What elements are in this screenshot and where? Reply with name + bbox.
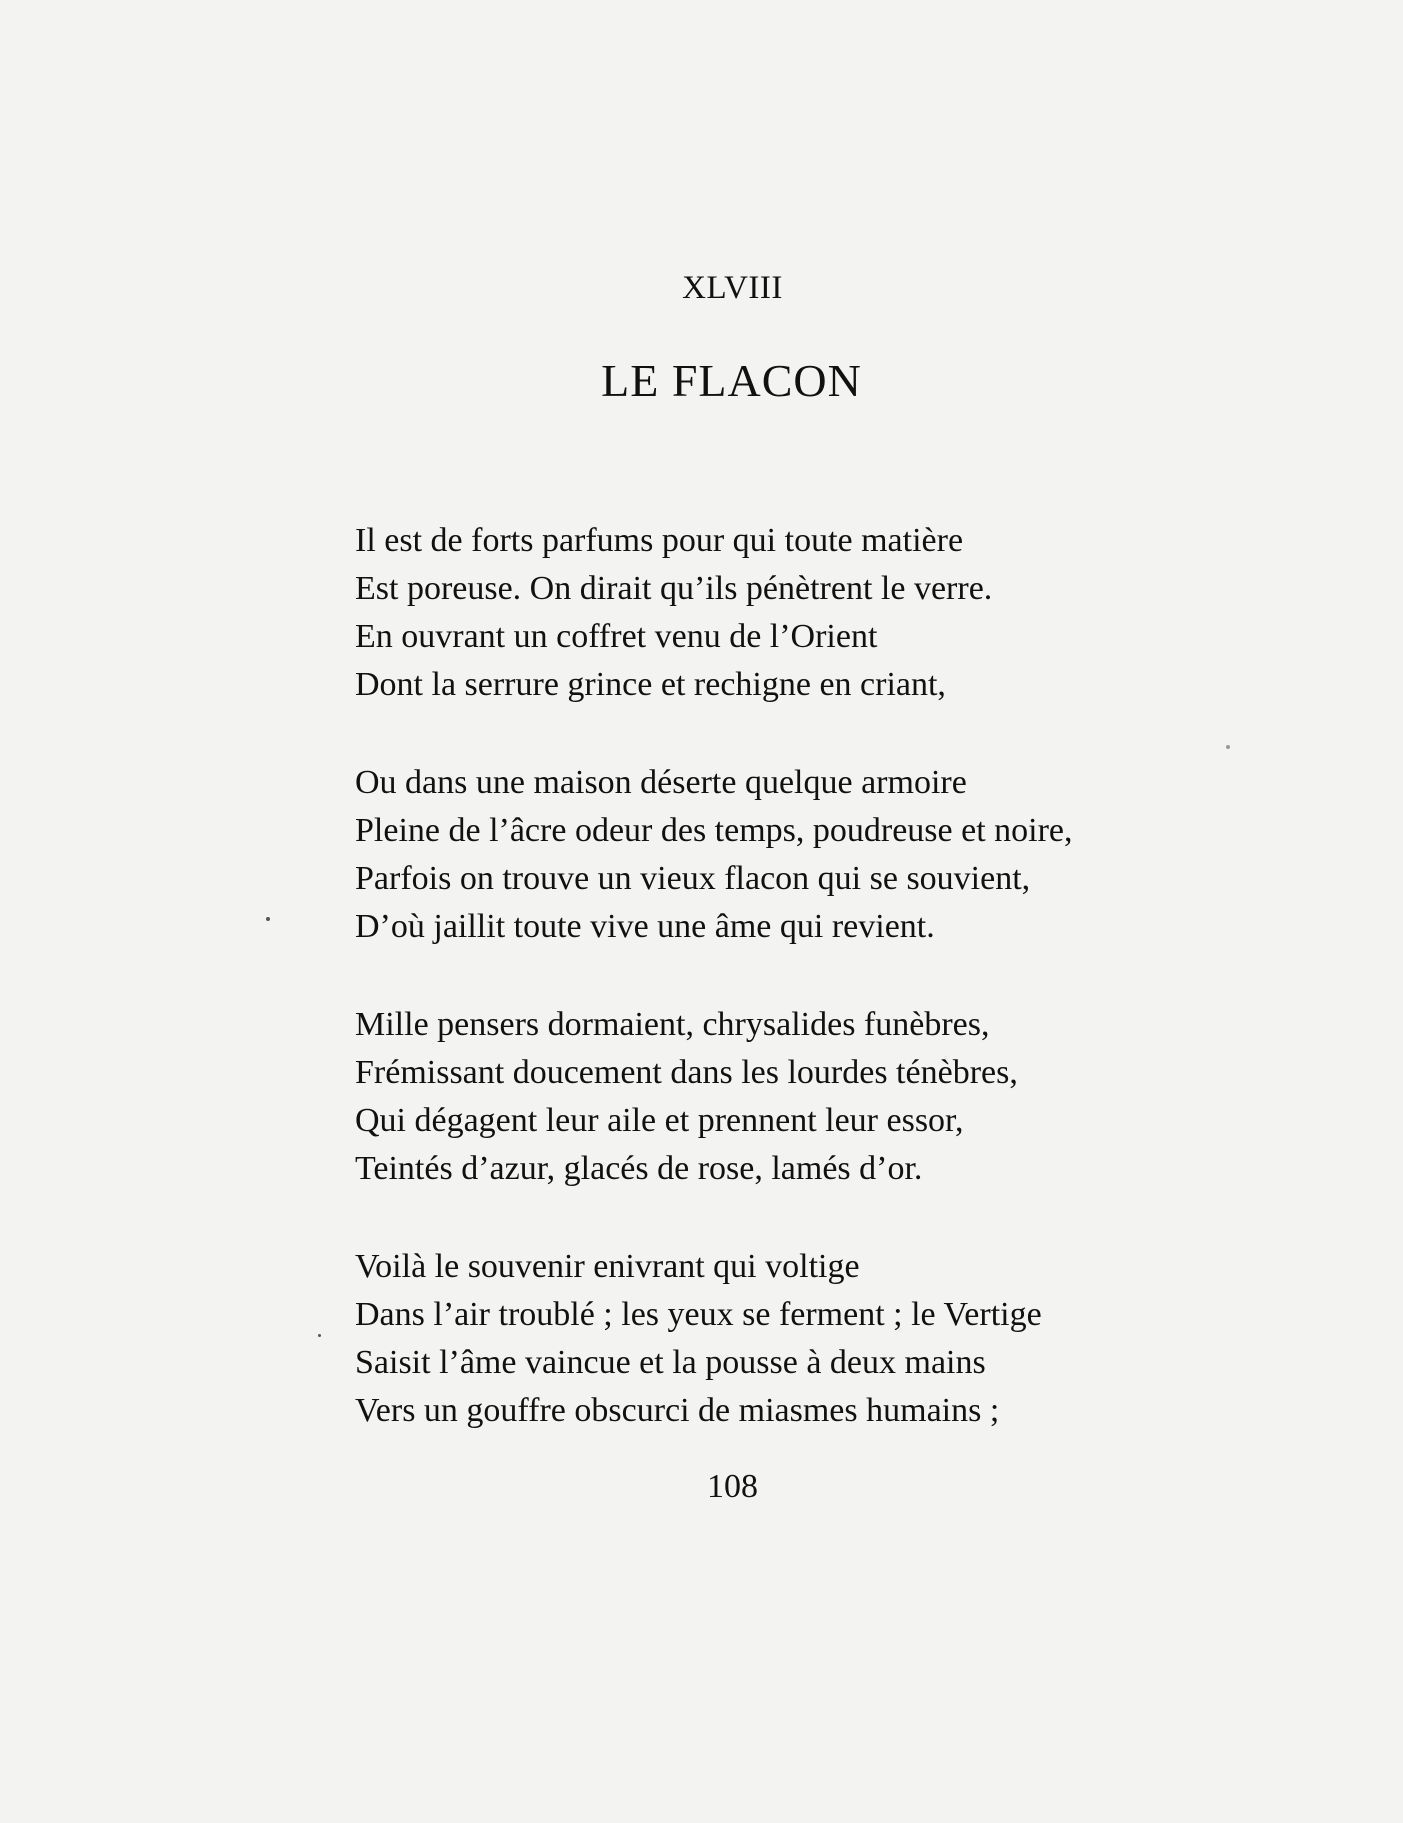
verse-line: Ou dans une maison déserte quelque armoire: [355, 764, 967, 801]
poem-title: LE FLACON: [601, 355, 862, 406]
verse-line: Frémissant doucement dans les lourdes ténèbres,: [355, 1054, 1018, 1091]
poem-number: XLVIII: [682, 270, 783, 306]
stanza-4: [355, 1243, 1175, 1435]
paper-speck: [318, 1334, 321, 1337]
verse-line: D’où jaillit toute vive une âme qui revient.: [355, 908, 935, 945]
verse-line: Voilà le souvenir enivrant qui voltige: [355, 1248, 860, 1285]
paper-speck: [266, 917, 270, 921]
poem-body: [355, 517, 1175, 1485]
verse-line: Teintés d’azur, glacés de rose, lamés d’or.: [355, 1150, 923, 1187]
verse-line: En ouvrant un coffret venu de l’Orient: [355, 618, 878, 655]
verse-line: Vers un gouffre obscurci de miasmes humains ;: [355, 1392, 1000, 1429]
verse-line: Dont la serrure grince et rechigne en criant,: [355, 666, 946, 703]
page-number: 108: [707, 1468, 758, 1505]
verse-line: Dans l’air troublé ; les yeux se ferment ; le Vertige: [355, 1296, 1042, 1333]
verse-line: Pleine de l’âcre odeur des temps, poudreuse et noire,: [355, 812, 1073, 849]
verse-line: Saisit l’âme vaincue et la pousse à deux mains: [355, 1344, 986, 1381]
stanza-2: [355, 759, 1175, 951]
paper-speck: [1226, 745, 1230, 749]
stanza-1: [355, 517, 1175, 709]
verse-line: Il est de forts parfums pour qui toute matière: [355, 522, 964, 559]
verse-line: Est poreuse. On dirait qu’ils pénètrent le verre.: [355, 570, 993, 607]
stanza-3: [355, 1001, 1175, 1193]
verse-line: Mille pensers dormaient, chrysalides funèbres,: [355, 1006, 990, 1043]
verse-line: Qui dégagent leur aile et prennent leur essor,: [355, 1102, 964, 1139]
verse-line: Parfois on trouve un vieux flacon qui se souvient,: [355, 860, 1031, 897]
